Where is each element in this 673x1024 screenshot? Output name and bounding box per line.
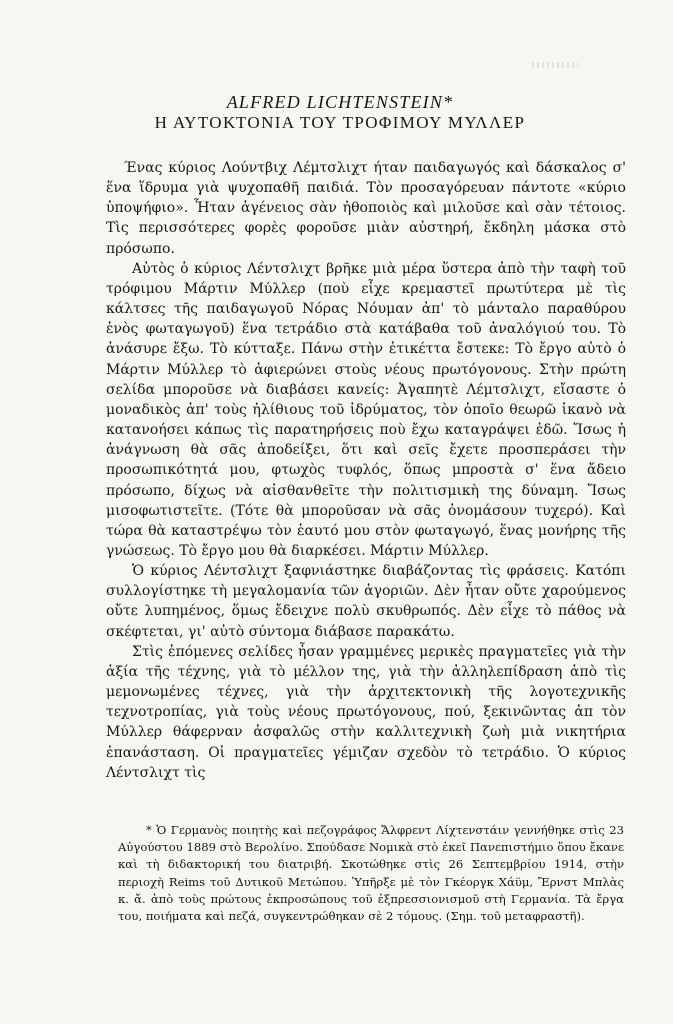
paragraph-4: Στὶς ἑπόμενες σελίδες ἦσαν γραμμένες μερικὲς πραγματεῖες γιὰ τὴν ἀξία τῆς τέχνης, γιὰ τὸ μέλλον της, γιὰ τὴν ἀλληλεπίδραση ἀπὸ τὶς μεμονωμένες τέχνες, γιὰ τὴν ἀρχιτεκτονικὴ τῆς λογοτεχνικῆς τεχνοτροπίας, γιὰ τοὺς νέους πρωτόγονους, πού, ξεκινῶντας ἀπ τὸν Μύλλερ θάφερναν ἀσφαλῶς στὴν καλλιτεχνικὴ ζωὴ μιὰ νικητήρια ἐπανάσταση. Οἱ πραγματεῖες γέμιζαν σχεδὸν τὸ τετράδιο. Ὁ κύριος Λέντσλιχτ τὶς — [106, 643, 626, 781]
paragraph-2: Αὐτὸς ὁ κύριος Λέντσλιχτ βρῆκε μιὰ μέρα ὕστερα ἀπὸ τὴν ταφὴ τοῦ τρόφιμου Μάρτιν Μύλλερ (ποὺ εἶχε κρεμαστεῖ πρωτύτερα μὲ τὶς κάλτσες τῆς παιδαγωγοῦ Νόρας Νόυμαν ἀπ' τὸ μάνταλο παραθύρου ἑνὸς φωταγωγοῦ) ἕνα τετράδιο στὰ κατάβαθα τοῦ ἀναλόγιού του. Τὸ ἀνάσυρε ἔξω. Τὸ κύτταξε. Πάνω στὴν ἐτικέττα ἔστεκε: Τὸ ἔργο αὐτὸ ὁ Μάρτιν Μύλλερ τὸ ἀφιερώνει στοὺς νέους πρωτόγονους. Στὴν πρώτη σελίδα μποροῦσε νὰ διαβάσει κανείς: Ἀγαπητὲ Λέμτσλιχτ, εἴσαστε ὁ μοναδικὸς ἀπ' τοὺς ἠλίθιους τοῦ ἱδρύματος, τὸν ὁποῖο θεωρῶ ἱκανὸ νὰ κατανοήσει κάπως τὶς παρατηρήσεις ποὺ ἔχω καταγράψει ἐδῶ. Ἴσως ἡ ἀνάγνωση θὰ σᾶς ἀποδείξει, ὅτι καὶ σεῖς ἔχετε προσπεράσει τὴν προσωπικότητά μου, φτωχὸς τυφλός, ὅπως μπροστὰ σ' ἕνα ἄδειο πρόσωπο, δίχως νὰ αἰσθανθεῖτε τὴν πολιτισμικὴ της δύναμη. Ἴσως μισοφωτιστεῖτε. (Τότε θὰ μποροῦσαν νὰ σᾶς ὀνομάσουν τυχερό). Καὶ τώρα θὰ καταστρέψω τὸν ἑαυτό μου στὸν φωταγωγό, ἕνας μονήρης τῆς γνώσεως. Τὸ ἔργο μου θὰ διαρκέσει. Μάρτιν Μύλλερ. — [106, 260, 626, 559]
story-title: Η ΑΥΤΟΚΤΟΝΙΑ ΤΟΥ ΤΡΟΦΙΜΟΥ ΜΥΛΛΕΡ — [154, 113, 526, 132]
chapter-heading — [110, 92, 570, 133]
paragraph-1: Ένας κύριος Λούντβιχ Λέμτσλιχτ ήταν παιδαγωγός καὶ δάσκαλος σ' ἕνα ἵδρυμα γιὰ ψυχοπαθῆ παιδιά. Τὸν προσαγόρευαν πάντοτε «κύριο ὑποψήφιο». Ἦταν ἀγένειος σὰν ἠθοποιὸς καὶ μιλοῦσε καὶ σὰν τέτοιος. Τὶς περισσότερες φορὲς φοροῦσε μιὰν αὐστηρή, ἔκδηλη μάσκα στὸ πρόσωπο. — [106, 160, 626, 257]
footnote-text: * Ὁ Γερμανὸς ποιητὴς καὶ πεζογράφος Ἄλφρεντ Λίχτενστάιν γεννήθηκε στὶς 23 Αὐγούστου 1889 στὸ Βερολίνο. Σπούδασε Νομικὰ στὸ ἐκεῖ Πανεπιστήμιο ὅπου ἔκανε καὶ τὴ διδακτορική του διατριβή. Σκοτώθηκε στὶς 26 Σεπτεμβρίου 1914, στὴν περιοχὴ Reims τοῦ Δυτικοῦ Μετώπου. Ὑπῆρξε μὲ τὸν Γκέοργκ Χάϋμ, Ἔρνστ Μπλὰς κ. ἄ. ἀπὸ τοὺς πρώτους ἐκπροσώπους τοῦ ἐξπρεσσιονισμοῦ στὴ Γερμανία. Τὰ ἔργα του, ποιήματα καὶ πεζά, συγκεντρώθηκαν σὲ 2 τόμους. (Σημ. τοῦ μεταφραστῆ). — [118, 823, 624, 924]
scan-speck — [532, 62, 578, 68]
body-text — [106, 158, 626, 783]
paragraph-3: Ὁ κύριος Λέντσλιχτ ξαφνιάστηκε διαβάζοντας τὶς φράσεις. Κατόπι συλλογίστηκε τὴ μεγαλομανία τῶν ἀγοριῶν. Δὲν ἦταν οὔτε χαρούμενος οὔτε λυπημένος, ὅμως ἔδειχνε πολὺ σκυθρωπός. Δὲν εἶχε τὸ πάθος νὰ σκέφτεται, γι' αὐτὸ σύντομα διάβασε παρακάτω. — [106, 563, 626, 640]
author-name: ALFRED LICHTENSTEIN* — [226, 92, 454, 112]
footnote — [118, 822, 624, 925]
